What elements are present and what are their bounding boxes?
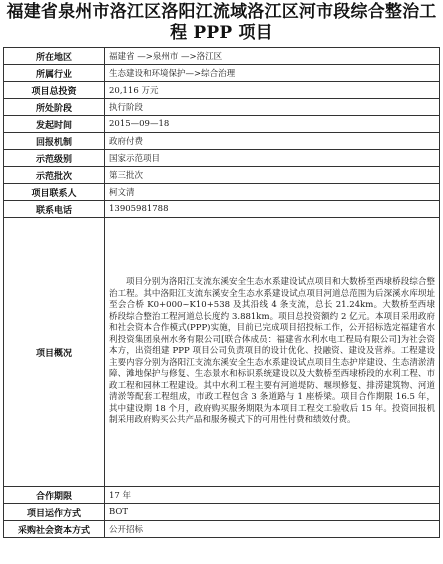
row-label-start-date: 发起时间 <box>4 116 105 133</box>
table-row <box>4 504 440 521</box>
table-row <box>4 201 440 218</box>
row-label-region: 所在地区 <box>4 48 105 65</box>
table-row <box>4 167 440 184</box>
row-label-demo-batch: 示范批次 <box>4 167 105 184</box>
table-row <box>4 133 440 150</box>
table-row <box>4 521 440 538</box>
row-label-demo-level: 示范级别 <box>4 150 105 167</box>
table-row <box>4 99 440 116</box>
table-row <box>4 487 440 504</box>
row-value-total-investment: 20,116 万元 <box>105 82 440 99</box>
row-value-region: 福建省 —>泉州市 —>洛江区 <box>105 48 440 65</box>
overview-cell <box>105 218 440 487</box>
overview-text: 项目分别为洛阳江支流东溪安全生态水系建设试点项目和大数桥至西埭桥段综合整治工程。其中洛阳江支流东溪安全生态水系建设试点项目河道总范围为后深溪水库坝址至会合桥 K0+000~K10+538 及其沿线 4 条支流，总长 21.24km。大数桥至西埭桥段综合整治工程河道总长度约 3.881km。项目总投资额约 2 亿元。本项目采用政府和社会资本合作模式(PPP)实施，目前已完成项目招投标工作，公开招标选定福建省水利投资集团泉州水务有限公司[联合体成员：福建省水利水电工程局有限公司]为社会资本方，出资组建 PPP 项目公司负责项目的设计优化、投融资、建设及营养。工程建设主要内容分别为洛阳江支流东溪安全生态水系建设试点项目生态护岸建设、生态清淤清障、滩地保护与修复、生态景水和标识系统建设以及大数桥至西埭桥段的水利工程、市政工程和园林工程建设。其中水利工程主要有河道堤防、堰坝修复、排涝建筑物、河道清淤等配套工程组成，市政工程包含 3 条道路与 1 座桥梁。项目合作期限 16.5 年，其中建设期 18 个月，政府购买服务期限为本项目工程交工验收后 15 年。投资回报机制采用政府购买公共产品和服务模式下的可用性付费和绩效付费。 <box>109 277 435 426</box>
table-row <box>4 116 440 133</box>
row-value-demo-batch: 第三批次 <box>105 167 440 184</box>
project-info-table <box>3 47 440 538</box>
row-value-industry: 生态建设和环境保护—>综合治理 <box>105 65 440 82</box>
table-row <box>4 82 440 99</box>
row-value-return-mechanism: 政府付费 <box>105 133 440 150</box>
row-label-operation-mode: 项目运作方式 <box>4 504 105 521</box>
row-value-demo-level: 国家示范项目 <box>105 150 440 167</box>
row-value-procurement-method: 公开招标 <box>105 521 440 538</box>
row-label-overview: 项目概况 <box>4 218 105 487</box>
row-label-total-investment: 项目总投资 <box>4 82 105 99</box>
row-label-cooperation-term: 合作期限 <box>4 487 105 504</box>
table-row <box>4 48 440 65</box>
row-label-phone: 联系电话 <box>4 201 105 218</box>
row-value-operation-mode: BOT <box>105 504 440 521</box>
row-value-cooperation-term: 17 年 <box>105 487 440 504</box>
row-label-contact: 项目联系人 <box>4 184 105 201</box>
table-row <box>4 184 440 201</box>
row-value-start-date: 2015—09—18 <box>105 116 440 133</box>
row-label-industry: 所属行业 <box>4 65 105 82</box>
row-label-stage: 所处阶段 <box>4 99 105 116</box>
row-value-phone: 13905981788 <box>105 201 440 218</box>
table-row <box>4 65 440 82</box>
row-label-return-mechanism: 回报机制 <box>4 133 105 150</box>
row-label-procurement-method: 采购社会资本方式 <box>4 521 105 538</box>
page-title: 福建省泉州市洛江区洛阳江流域洛江区河市段综合整治工程 PPP 项目 <box>6 2 437 43</box>
table-row <box>4 218 440 487</box>
table-row <box>4 150 440 167</box>
row-value-contact: 柯文清 <box>105 184 440 201</box>
row-value-stage: 执行阶段 <box>105 99 440 116</box>
